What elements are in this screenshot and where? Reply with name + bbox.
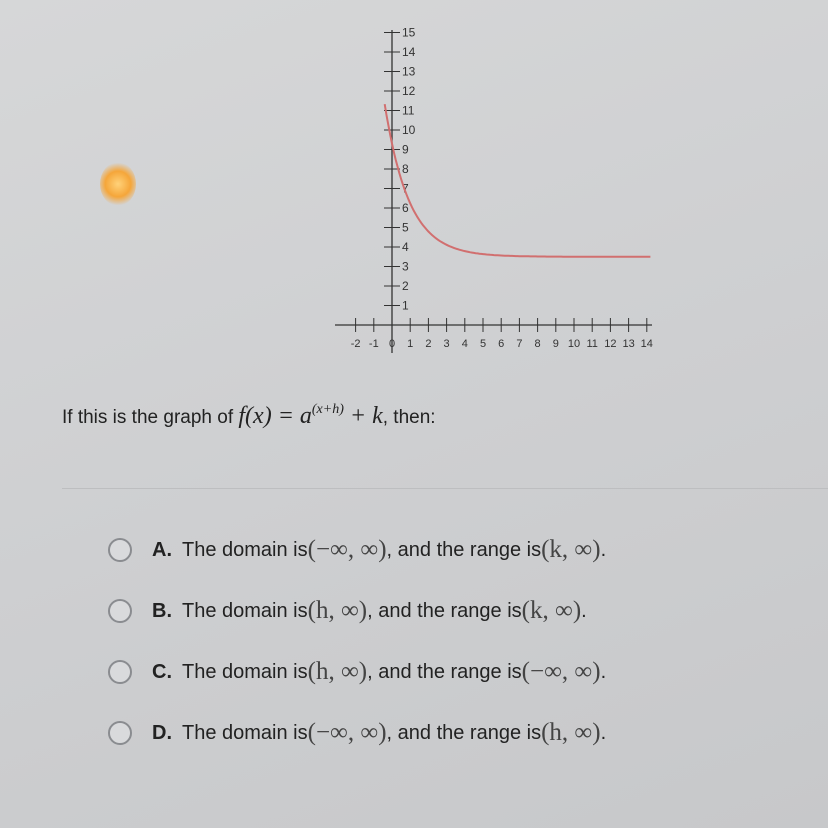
x-tick-label: 0 <box>388 338 396 350</box>
x-tick-label: 6 <box>498 338 505 350</box>
y-tick-label: 4 <box>402 240 409 254</box>
option-c-domain-label: The domain is <box>182 660 308 683</box>
option-b[interactable] <box>108 597 587 625</box>
x-tick-label: -2 <box>350 338 361 350</box>
option-c-mid: , and the range is <box>367 660 522 683</box>
x-axis-ticks <box>351 318 653 350</box>
x-tick-label: -1 <box>368 338 379 350</box>
option-c-domain: (h, ∞) <box>307 658 368 685</box>
option-c[interactable] <box>108 658 606 686</box>
y-tick-label: 11 <box>402 103 415 118</box>
option-b-letter: B. <box>152 599 172 622</box>
x-tick-label: 2 <box>425 338 432 350</box>
x-tick-label: 3 <box>443 338 450 350</box>
y-tick-label: 8 <box>402 162 409 176</box>
exponential-graph <box>330 25 660 365</box>
question-prefix: If this is the graph of <box>62 407 239 428</box>
x-tick-label: 11 <box>586 338 598 350</box>
x-tick-label: 13 <box>622 338 635 350</box>
y-tick-label: 15 <box>402 25 416 40</box>
option-b-mid: , and the range is <box>367 599 522 622</box>
option-a-domain-label: The domain is <box>182 538 308 561</box>
option-b-domain: (h, ∞) <box>307 597 368 624</box>
graph-axes <box>335 30 652 353</box>
x-tick-label: 9 <box>552 338 559 350</box>
y-tick-label: 6 <box>402 201 409 215</box>
option-d-mid: , and the range is <box>386 721 542 744</box>
y-tick-label: 1 <box>402 298 409 313</box>
option-d-letter: D. <box>152 721 172 744</box>
y-tick-label: 5 <box>402 220 409 235</box>
option-c-letter: C. <box>152 660 172 683</box>
y-tick-label: 14 <box>402 45 416 59</box>
orange-indicator-dot <box>100 162 136 206</box>
exponential-curve <box>385 104 651 257</box>
y-tick-label: 12 <box>402 84 416 98</box>
option-a-end: . <box>600 538 607 561</box>
option-c-range: (−∞, ∞) <box>521 658 601 685</box>
question-exponent: (x+h) <box>311 402 344 417</box>
y-tick-label: 2 <box>402 279 409 293</box>
option-a-mid: , and the range is <box>386 538 542 561</box>
y-tick-label: 13 <box>402 64 416 79</box>
divider <box>62 488 828 489</box>
question-text <box>62 402 436 430</box>
x-tick-label: 1 <box>407 338 414 350</box>
x-tick-label: 7 <box>516 338 523 350</box>
option-a[interactable] <box>108 536 606 564</box>
option-a-range: (k, ∞) <box>541 536 601 563</box>
x-tick-label: 10 <box>567 338 581 350</box>
question-plus-k: + k <box>343 403 383 429</box>
y-tick-label: 9 <box>402 142 409 157</box>
option-d-domain: (−∞, ∞) <box>307 719 387 746</box>
question-base: a <box>299 403 312 429</box>
question-equals: = <box>271 403 300 429</box>
option-d-range: (h, ∞) <box>541 719 601 746</box>
option-b-range: (k, ∞) <box>521 597 582 624</box>
option-d[interactable] <box>108 719 606 747</box>
x-tick-label: 4 <box>461 338 468 350</box>
option-b-domain-label: The domain is <box>182 599 308 622</box>
option-c-end: . <box>600 660 607 683</box>
option-a-domain: (−∞, ∞) <box>307 536 387 563</box>
option-b-end: . <box>581 599 587 622</box>
y-tick-label: 10 <box>402 123 416 137</box>
radio-option-a[interactable] <box>108 538 132 562</box>
option-d-end: . <box>600 721 607 744</box>
x-tick-label: 8 <box>534 338 541 350</box>
radio-option-b[interactable] <box>108 599 132 623</box>
x-tick-label: 14 <box>640 338 653 350</box>
radio-option-c[interactable] <box>108 660 132 684</box>
question-suffix: , then: <box>382 407 436 428</box>
question-func: f(x) <box>238 403 272 429</box>
x-tick-label: 12 <box>604 338 617 350</box>
x-tick-label: 5 <box>479 338 487 350</box>
radio-option-d[interactable] <box>108 721 132 745</box>
option-a-letter: A. <box>152 538 172 561</box>
y-tick-label: 7 <box>402 181 409 196</box>
y-tick-label: 3 <box>402 259 409 274</box>
option-d-domain-label: The domain is <box>182 721 308 744</box>
y-axis-ticks <box>384 26 416 313</box>
